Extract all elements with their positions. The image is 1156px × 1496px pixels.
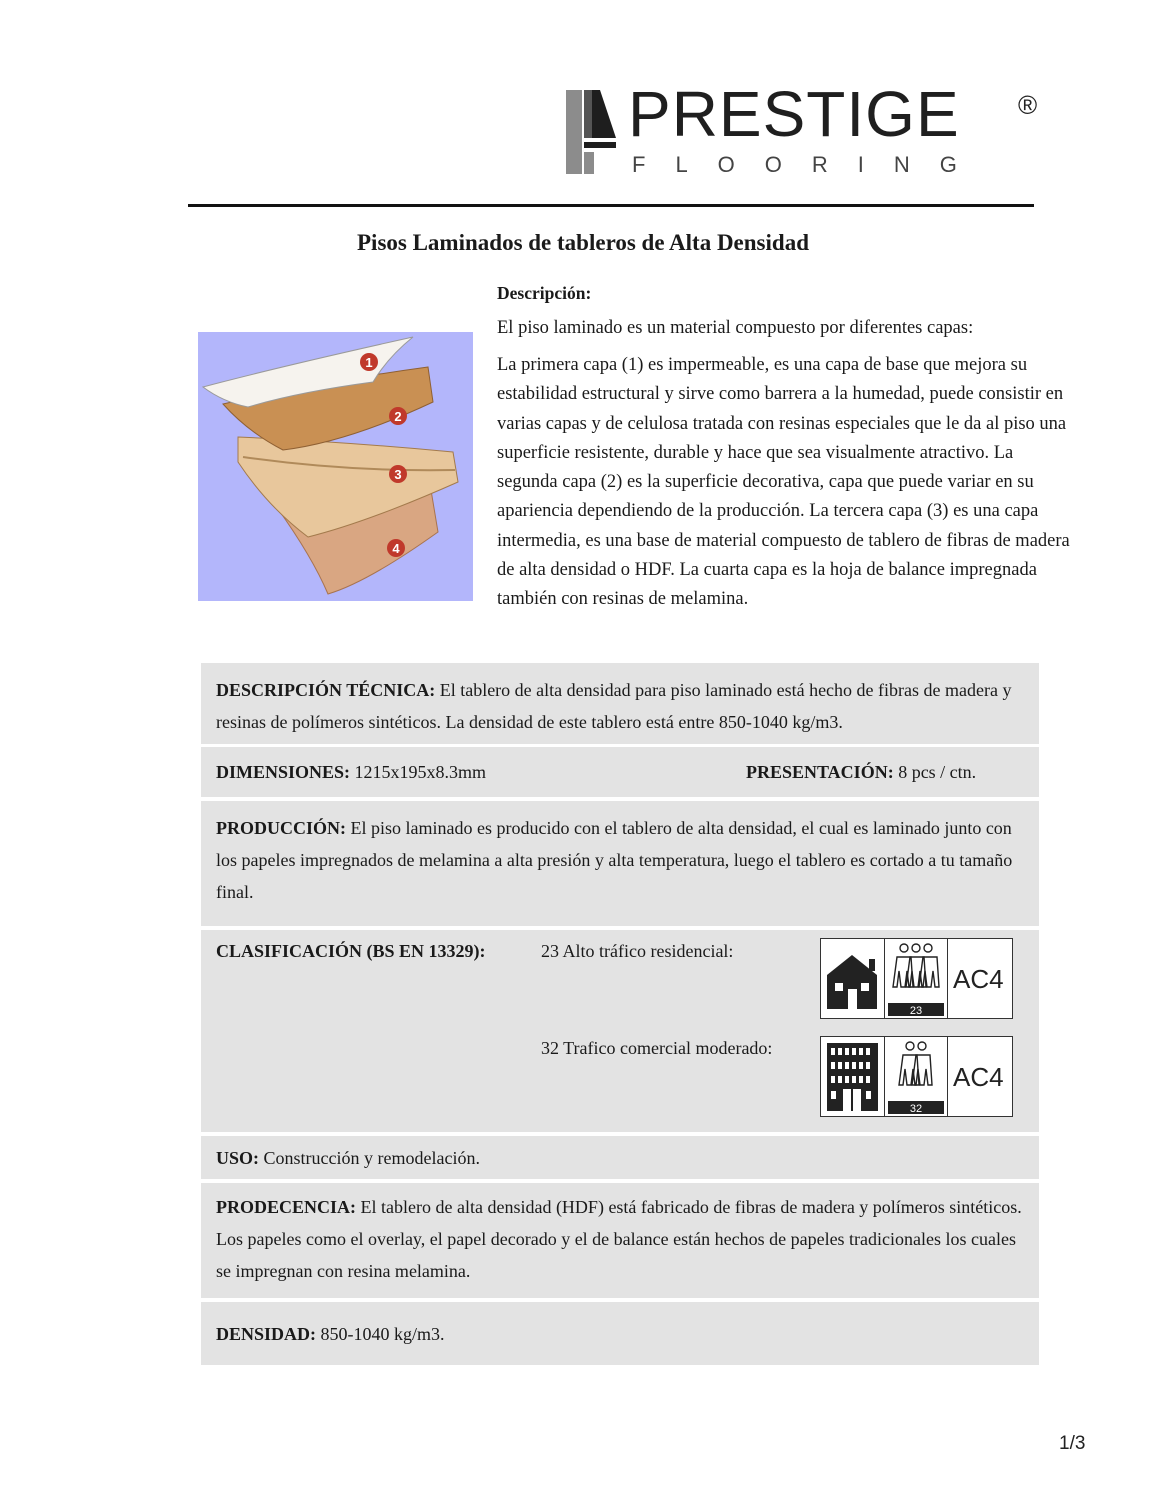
description-body: La primera capa (1) es impermeable, es una capa de base que mejora su estabilidad estructural y sirve como barrera a la humedad, puede consistir en varias capas y de celulosa tratada con resinas especiales que le da al piso una superficie resistente, durable y hace que sea visualmente atractivo. La segunda capa (2) es la superficie decorativa, capa que puede variar en su apariencia dependiendo de la producción. La tercera capa (3) es una capa intermedia, es una base de material compuesto de tablero de fibras de madera de alta densidad o HDF. La cuarta capa es la hoja de balance impregnada también con resinas de melamina.: [497, 355, 1070, 610]
spec-use-panel: [201, 1136, 1039, 1179]
registered-mark: ®: [1018, 90, 1038, 120]
production-label: PRODUCCIÓN:: [216, 818, 346, 838]
spec-production-panel: [201, 801, 1039, 926]
prestige-flooring-logo: [566, 78, 1046, 178]
people-traffic-icon: [885, 939, 948, 1018]
description-heading: Descripción:: [497, 283, 592, 303]
spec-classification-panel: [201, 930, 1039, 1132]
spec-technical-text: El tablero de alta densidad para piso laminado está hecho de fibras de madera y resinas de polímeros sintéticos. La densidad de este tablero está entre 850-1040 kg/m3.: [216, 680, 1012, 732]
document-title: Pisos Laminados de tableros de Alta Densidad: [357, 230, 809, 255]
origin-label: PRODECENCIA:: [216, 1197, 357, 1217]
logo-mark-icon: [566, 90, 624, 174]
spec-technical-panel: [201, 663, 1039, 744]
layer-marker-1: 1: [365, 355, 373, 370]
presentation-value: 8 pcs / ctn.: [898, 762, 977, 782]
logo-brand-text: PRESTIGE: [628, 78, 960, 150]
spec-density-panel: [201, 1302, 1039, 1365]
layers-diagram: [198, 332, 473, 601]
description-intro: El piso laminado es un material compuesto por diferentes capas:: [497, 318, 974, 338]
commercial-ac-rating: AC4: [953, 1062, 1004, 1092]
logo-sub-text: FLOORING: [632, 152, 987, 177]
dimensions-label: DIMENSIONES:: [216, 762, 351, 782]
production-text: El piso laminado es producido con el tablero de alta densidad, el cual es laminado junto con los papeles impregnados de melamina a alta presión y alta temperatura, luego el tablero es cortado a tu tamaño final.: [216, 818, 1013, 902]
layer-marker-4: 4: [392, 541, 400, 556]
use-text: Construcción y remodelación.: [263, 1148, 480, 1168]
people-traffic-icon: [885, 1037, 948, 1116]
presentation-label: PRESENTACIÓN:: [746, 762, 894, 782]
classification-residential-text: 23 Alto tráfico residencial:: [541, 941, 734, 961]
density-label: DENSIDAD:: [216, 1324, 317, 1344]
presentation-group: [746, 756, 976, 788]
laminate-layers-illustration: [198, 332, 473, 601]
spec-dimensions-panel: [201, 747, 1039, 797]
classification-badge-residential: [820, 938, 1013, 1019]
spec-technical-label: DESCRIPCIÓN TÉCNICA:: [216, 680, 436, 700]
house-icon: [821, 939, 885, 1018]
spec-origin-panel: [201, 1183, 1039, 1298]
origin-text: El tablero de alta densidad (HDF) está fabricado de fibras de madera y polímeros sintéticos. Los papeles como el overlay, el papel decorado y el de balance están hechos de papeles tradicionales los cuales se impregnan con resina melamina.: [216, 1197, 1022, 1281]
density-text: 850-1040 kg/m3.: [320, 1324, 445, 1344]
residential-traffic-number: 23: [909, 1005, 923, 1017]
use-label: USO:: [216, 1148, 260, 1168]
classification-label: CLASIFICACIÓN (BS EN 13329):: [216, 941, 486, 961]
header-divider: [188, 204, 1034, 207]
page-number: 1/3: [1059, 1433, 1086, 1454]
layer-marker-2: 2: [394, 409, 402, 424]
classification-commercial-text: 32 Trafico comercial moderado:: [541, 1038, 773, 1058]
commercial-traffic-number: 32: [909, 1103, 923, 1115]
residential-ac-rating: AC4: [953, 964, 1004, 994]
layer-marker-3: 3: [394, 467, 402, 482]
dimensions-value: 1215x195x8.3mm: [354, 762, 487, 782]
classification-badge-commercial: [820, 1036, 1013, 1117]
office-building-icon: [821, 1037, 885, 1116]
